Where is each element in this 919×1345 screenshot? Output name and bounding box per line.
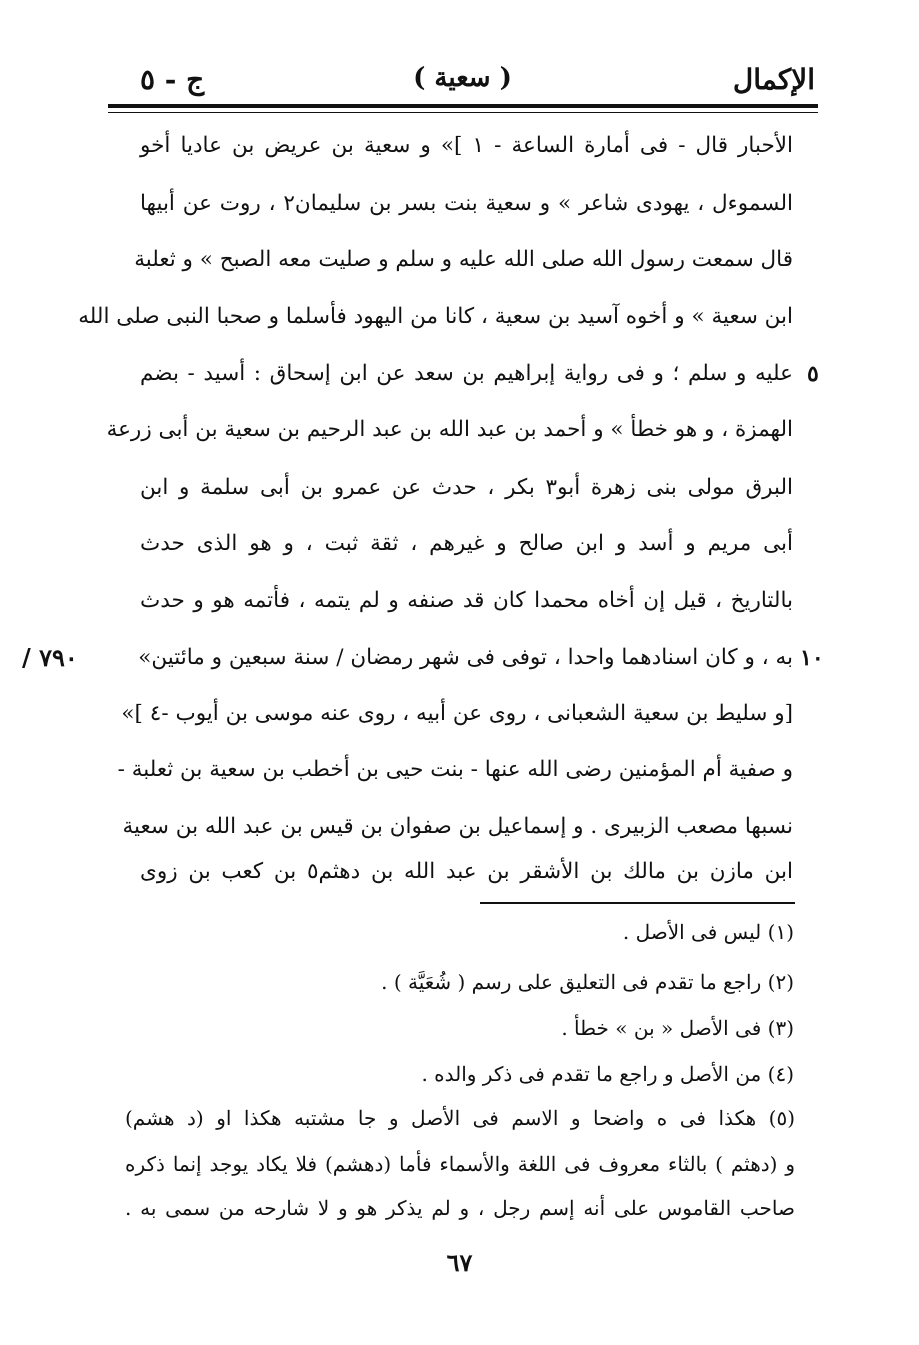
footnote-rule [480,902,795,904]
line-number-10: ١٠ [800,645,824,671]
body-line: و صفية أم المؤمنين رضى الله عنها - بنت حيى بن أخطب بن سعية بن ثعلبة - [117,757,793,782]
body-line: به ، و كان اسنادهما واحدا ، توفى فى شهر رمضان / سنة سبعين و مائتين» [138,645,793,670]
body-line: [و سليط بن سعية الشعبانى ، روى عن أبيه ، روى عنه موسى بن أيوب -٤ ]» [121,701,793,726]
body-line: الهمزة ، و هو خطأ » و أحمد بن عبد الله بن عبد الرحيم بن سعية بن أبى زرعة [106,417,793,442]
header-rule [108,104,818,108]
footnote: (٢) راجع ما تقدم فى التعليق على رسم ( شُعَيَّة ) . [381,970,794,994]
footnote-continuation: و (دهثم ) بالثاء معروف فى اللغة والأسماء فأما (دهشم) فلا يكاد يوجد إنما ذكره [125,1152,795,1176]
running-header [110,55,815,105]
volume-label: ج - ٥ [140,63,205,96]
footnote-continuation: صاحب القاموس على أنه إسم رجل ، و لم يذكر هو و لا شارحه من سمى به . [125,1196,795,1220]
body-line: الأحبار قال - فى أمارة الساعة - ١ ]» و سعية بن عريض بن عاديا أخو [140,133,794,158]
book-title: الإكمال [732,63,815,96]
body-line: بالتاريخ ، قيل إن أخاه محمدا كان قد صنفه و لم يتمه ، فأتمه هو و حدث [140,588,793,613]
page-number: ٦٧ [446,1248,473,1277]
footnote: (٤) من الأصل و راجع ما تقدم فى ذكر والده . [421,1062,794,1086]
body-line: السموءل ، يهودى شاعر » و سعية بنت بسر بن سليمان٢ ، روت عن أبيها [140,191,793,216]
body-line: ابن سعية » و أخوه آسيد بن سعية ، كانا من اليهود فأسلما و صحبا النبى صلى الله [78,304,793,329]
body-line: ابن مازن بن مالك بن الأشقر بن عبد الله بن دهثم٥ بن كعب بن زوى [140,859,794,884]
body-line: البرق مولى بنى زهرة أبو٣ بكر ، حدث عن عمرو بن أبى سلمة و ابن [140,475,793,500]
header-rule-thin [108,112,818,113]
body-line: نسبها مصعب الزبيرى . و إسماعيل بن صفوان بن قيس بن عبد الله بن سعية [122,814,793,839]
body-line: عليه و سلم ؛ و فى رواية إبراهيم بن سعد عن ابن إسحاق : أسيد - بضم [140,361,793,386]
body-line: قال سمعت رسول الله صلى الله عليه و سلم و صليت معه الصبح » و ثعلبة [134,247,793,272]
page-reference: / ٧٩٠ [22,643,78,672]
body-line: أبى مريم و أسد و ابن صالح و غيرهم ، ثقة ثبت ، و هو الذى حدث [140,531,793,556]
section-title: ( سعية ) [413,63,512,93]
footnote: (١) ليس فى الأصل . [622,920,794,944]
footnote: (٥) هكذا فى ه واضحا و الاسم فى الأصل و جا مشتبه هكذا او (د هشم) [125,1106,795,1130]
footnote: (٣) فى الأصل « بن » خطأ . [561,1016,794,1040]
line-number-5: ٥ [807,361,819,387]
